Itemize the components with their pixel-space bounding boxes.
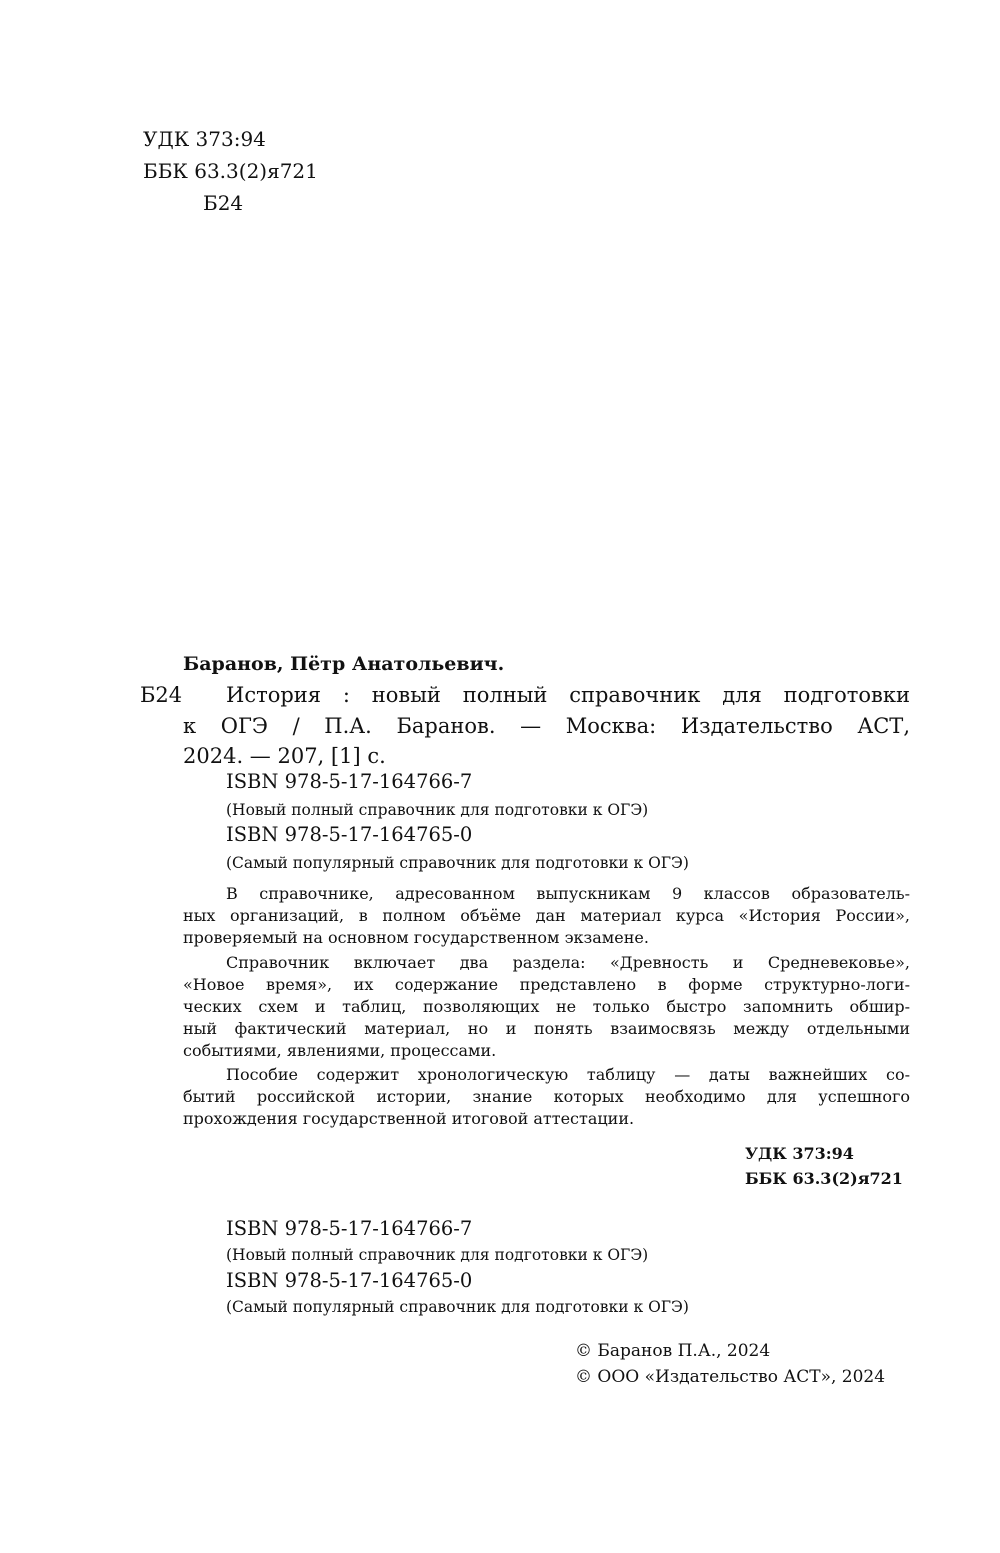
annotation-line: Справочник включает два раздела: «Древность и Средневековье», (226, 953, 910, 972)
bib-code: Б24 (140, 683, 183, 707)
annotation-line: ческих схем и таблиц, позволяющих не только быстро запомнить обшир- (183, 997, 910, 1016)
bottom-isbn-1-note: (Новый полный справочник для подготовки к ОГЭ) (226, 1246, 649, 1264)
copyright-author: © Баранов П.А., 2024 (575, 1341, 771, 1361)
isbn-2: ISBN 978-5-17-164765-0 (226, 823, 473, 846)
bib-title-line-1: История : новый полный справочник для подготовки (226, 683, 910, 707)
isbn-2-note: (Самый популярный справочник для подготовки к ОГЭ) (226, 854, 689, 872)
annotation-line: событиями, явлениями, процессами. (183, 1041, 497, 1060)
isbn-1: ISBN 978-5-17-164766-7 (226, 770, 473, 793)
bottom-isbn-1: ISBN 978-5-17-164766-7 (226, 1217, 473, 1240)
classification-bbk: ББК 63.3(2)я721 (745, 1169, 903, 1188)
annotation-line: прохождения государственной итоговой аттестации. (183, 1109, 635, 1128)
author-name: Баранов, Пётр Анатольевич. (183, 653, 505, 675)
annotation-line: ный фактический материал, но и понять взаимосвязь между отдельными (183, 1019, 910, 1038)
bib-title-line-2: к ОГЭ / П.А. Баранов. — Москва: Издательство АСТ, (183, 714, 910, 738)
classification-udk: УДК 373:94 (745, 1144, 854, 1163)
bottom-isbn-2-note: (Самый популярный справочник для подготовки к ОГЭ) (226, 1298, 689, 1316)
author-mark: Б24 (203, 191, 244, 215)
isbn-1-note: (Новый полный справочник для подготовки к ОГЭ) (226, 801, 649, 819)
annotation-line: бытий российской истории, знание которых необходимо для успешного (183, 1087, 910, 1106)
udk-code: УДК 373:94 (143, 127, 266, 151)
annotation-line: Пособие содержит хронологическую таблицу — даты важнейших со- (226, 1065, 910, 1084)
annotation-line: проверяемый на основном государственном экзамене. (183, 928, 649, 947)
bbk-code: ББК 63.3(2)я721 (143, 159, 318, 183)
bib-title-line-3: 2024. — 207, [1] с. (183, 744, 386, 768)
annotation-line: ных организаций, в полном объёме дан материал курса «История России», (183, 906, 910, 925)
annotation-line: «Новое время», их содержание представлено в форме структурно-логи- (183, 975, 910, 994)
copyright-publisher: © ООО «Издательство АСТ», 2024 (575, 1367, 886, 1387)
bottom-isbn-2: ISBN 978-5-17-164765-0 (226, 1269, 473, 1292)
annotation-line: В справочнике, адресованном выпускникам 9 классов образователь- (226, 884, 910, 903)
